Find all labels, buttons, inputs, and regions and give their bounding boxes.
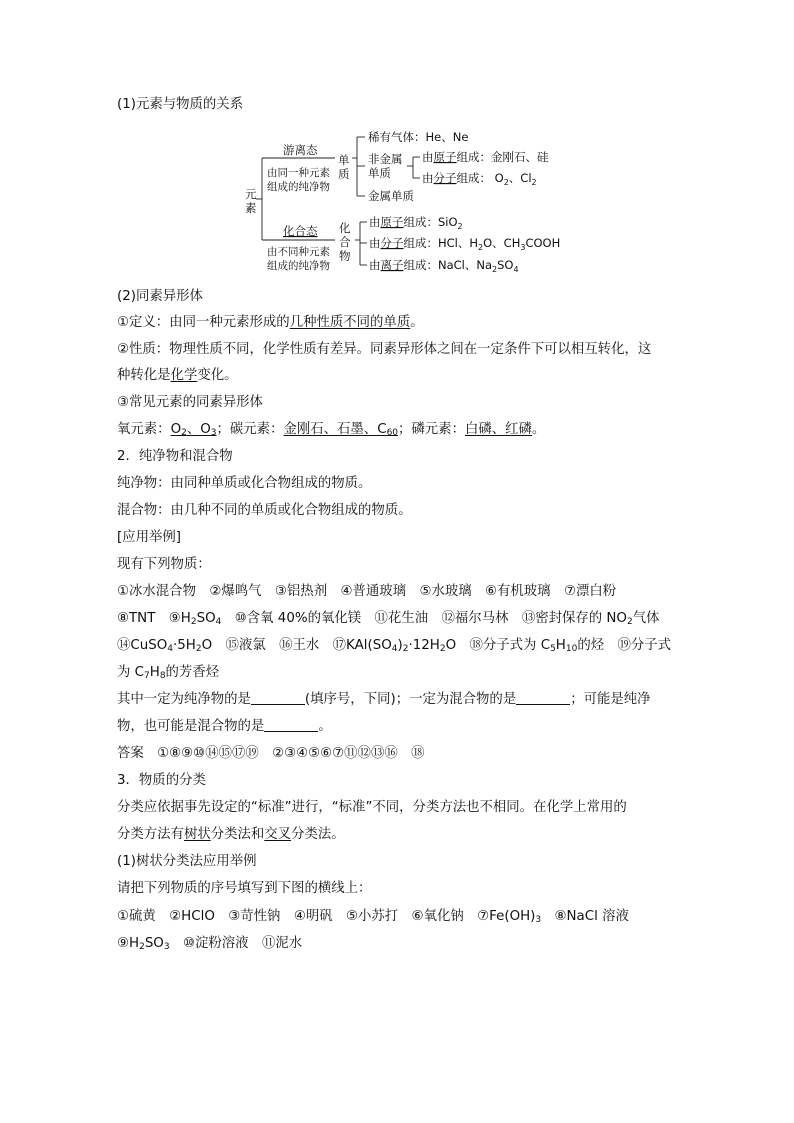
answer-blank-3[interactable] bbox=[264, 718, 318, 732]
compound-char-2: 合 bbox=[339, 235, 351, 249]
substance-list-line-3: $⑭CuSO_4\cdot 5H_2O$ ⑮液氯 ⑯王水 $⑰KAl(SO_4)_2\cdot 12H_2O$ ⑱分子式为 $C_5H_{10}$的烃 ⑲分子式 bbox=[117, 638, 672, 654]
classification-para-1: 分类应依据事先设定的“标准”进行，“标准”不同，分类方法也不相同。在化学上常用的 bbox=[117, 800, 627, 815]
element-substance-diagram bbox=[0, 0, 794, 300]
property-line-1: ②性质：物理性质不同，化学性质有差异。同素异形体之间在一定条件下可以相互转化，这 bbox=[117, 342, 652, 357]
classification-para-2: 分类方法有树状分类法和交叉分类法。 bbox=[117, 827, 345, 842]
compound-char-1: 化 bbox=[339, 221, 351, 235]
root-char-2: 素 bbox=[245, 201, 257, 215]
compound-char-3: 物 bbox=[339, 249, 351, 263]
property-line-2: 种转化是化学变化。 bbox=[117, 368, 238, 383]
classify-list-line-2: $⑨H_2SO_3$ ⑩淀粉溶液 ⑪泥水 bbox=[117, 936, 303, 952]
noble-gas-item: 稀有气体：He、Ne bbox=[368, 130, 469, 144]
molecule-composed-item: 由分子组成： $O_2$、$Cl_2$ bbox=[422, 171, 537, 187]
common-allotropes-title: ③常见元素的同素异形体 bbox=[117, 395, 263, 410]
classify-list-line-1: ①硫黄 ②HClO ③苛性钠 ④明矾 ⑤小苏打 ⑥氧化钠 $⑦Fe(OH)_3$ ⑧NaCl 溶液 bbox=[117, 909, 629, 925]
mixture-def: 混合物：由几种不同的单质或化合物组成的物质。 bbox=[117, 503, 412, 518]
simple-char-1: 单 bbox=[338, 153, 350, 167]
part-3-title: 3．物质的分类 bbox=[117, 773, 206, 788]
definition-line: ①定义：由同一种元素形成的几种性质不同的单质。 bbox=[117, 315, 424, 330]
tree-classification-title: (1)树状分类法应用举例 bbox=[117, 854, 257, 869]
compound-molecule-item: 由分子组成：HCl、$H_2O$、$CH_3COOH$ bbox=[369, 236, 561, 252]
question-line-2: 物，也可能是混合物的是 。 bbox=[117, 719, 332, 734]
section-1-title: (1)元素与物质的关系 bbox=[117, 97, 244, 112]
combined-state-desc-1: 由不同种元素 bbox=[267, 246, 330, 258]
combined-state-label: 化合态 bbox=[283, 224, 318, 238]
substance-list-line-2: ⑧TNT $⑨H_2SO_4$ ⑩含氧 40%的氧化镁 ⑪花生油 ⑫福尔马林 ⑬密封保存的 $NO_2$气体 bbox=[117, 611, 660, 627]
part-2-title: 2．纯净物和混合物 bbox=[117, 449, 233, 464]
simple-char-2: 质 bbox=[338, 167, 350, 181]
compound-ion-item: 由离子组成：NaCl、$Na_2SO_4$ bbox=[369, 258, 519, 274]
example-intro: 现有下列物质： bbox=[117, 557, 211, 572]
metal-simple-item: 金属单质 bbox=[368, 189, 414, 203]
free-state-desc-2: 组成的纯净物 bbox=[267, 181, 330, 193]
nonmetal-label-1: 非金属 bbox=[368, 152, 403, 166]
free-state-label: 游离态 bbox=[283, 143, 318, 157]
substance-list-line-4: 为 $C_7H_8$的芳香烃 bbox=[117, 665, 220, 681]
answer-blank-1[interactable] bbox=[251, 691, 305, 705]
nonmetal-label-2: 单质 bbox=[368, 166, 391, 180]
answer-line: 答案 ①⑧⑨⑩⑭⑮⑰⑲ ②③④⑤⑥⑦⑪⑫⑬⑯ ⑱ bbox=[117, 746, 425, 761]
section-2-title: (2)同素异形体 bbox=[117, 289, 203, 304]
pure-substance-def: 纯净物：由同种单质或化合物组成的物质。 bbox=[117, 476, 372, 491]
substance-list-line-1: ①冰水混合物 ②爆鸣气 ③铝热剂 ④普通玻璃 ⑤水玻璃 ⑥有机玻璃 ⑦漂白粉 bbox=[117, 584, 617, 599]
question-line-1: 其中一定为纯净物的是 (填序号，下同)；一定为混合物的是 ；可能是纯净 bbox=[117, 692, 651, 707]
combined-state-desc-2: 组成的纯净物 bbox=[267, 260, 330, 272]
example-title: [应用举例] bbox=[117, 530, 182, 545]
root-char-1: 元 bbox=[245, 187, 257, 201]
fill-instruction: 请把下列物质的序号填写到下图的横线上： bbox=[117, 881, 372, 896]
atom-composed-item: 由原子组成：金刚石、硅 bbox=[422, 150, 549, 164]
allotropes-line: 氧元素：$O_2$、$O_3$；碳元素：金刚石、石墨、$C_{60}$；磷元素：白磷、红磷。 bbox=[117, 422, 546, 438]
answer-blank-2[interactable] bbox=[516, 691, 570, 705]
compound-atom-item: 由原子组成：SiO$_2$ bbox=[369, 215, 463, 231]
free-state-desc-1: 由同一种元素 bbox=[267, 167, 330, 179]
